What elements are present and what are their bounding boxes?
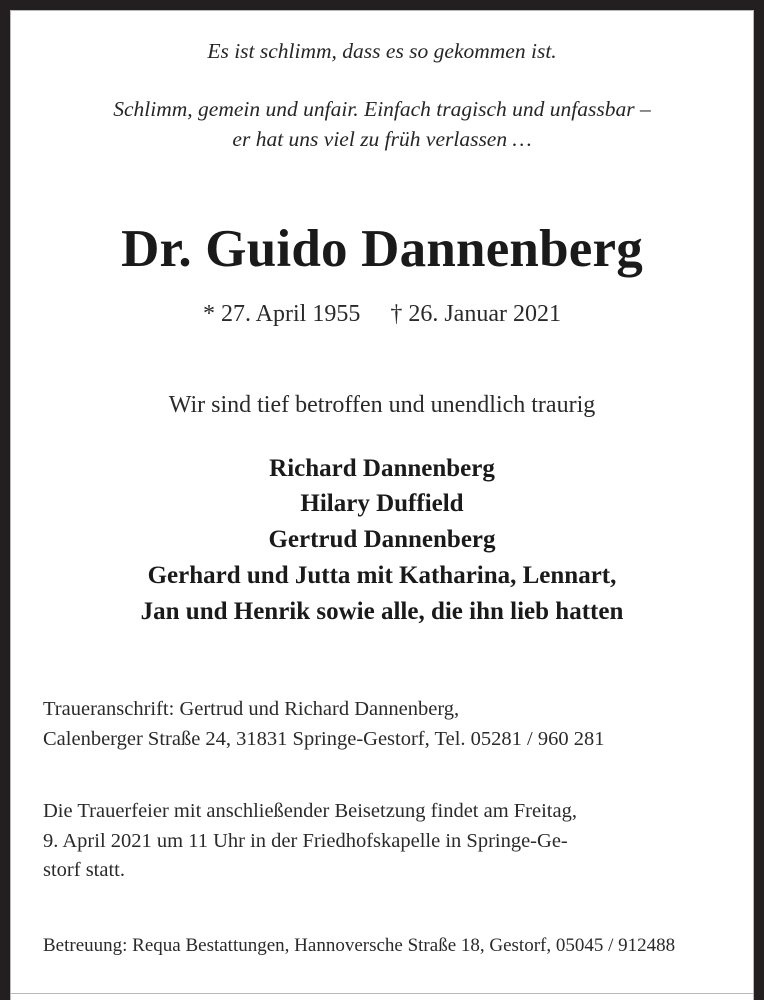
service-details-line: storf statt. [43,859,125,882]
obituary-content [10,10,754,1000]
family-name-line: Gertrud Dannenberg [268,526,496,554]
verse-line-3: er hat uns viel zu früh verlassen … [232,127,532,152]
bottom-border-rule [10,993,754,994]
condolence-address-paragraph [43,695,725,754]
verse-line-1: Es ist schlimm, dass es so gekommen ist. [207,39,557,63]
family-name-line: Hilary Duffield [300,490,464,518]
mourning-intro-text: Wir sind tief betroffen und unendlich traurig [168,391,596,418]
family-name-line: Richard Dannenberg [269,454,495,482]
deceased-name: Dr. Guido Dannenberg [121,219,643,278]
funeral-home-paragraph [43,932,725,960]
condolence-address-line: Traueranschrift: Gertrud und Richard Dannenberg, [43,698,460,721]
service-details-paragraph [43,797,725,886]
family-names-block [33,451,731,630]
verse-line-2: Schlimm, gemein und unfair. Einfach tragisch und unfassbar – [113,96,651,121]
verse-block [33,10,731,155]
family-name-line: Gerhard und Jutta mit Katharina, Lennart, [147,561,617,589]
details-section [33,695,731,959]
service-details-line: Die Trauerfeier mit anschließender Beisetzung findet am Freitag, [43,799,577,822]
condolence-address-line: Calenberger Straße 24, 31831 Springe-Gestorf, Tel. 05281 / 960 281 [43,728,605,751]
family-name-line: Jan und Henrik sowie alle, die ihn lieb hatten [140,597,624,625]
verse-block-secondary [33,94,731,155]
funeral-home-line: Betreuung: Requa Bestattungen, Hannoversche Straße 18, Gestorf, 05045 / 912488 [43,935,676,957]
life-dates: * 27. April 1955 † 26. Januar 2021 [203,300,561,327]
service-details-line: 9. April 2021 um 11 Uhr in der Friedhofskapelle in Springe-Ge- [43,829,568,852]
